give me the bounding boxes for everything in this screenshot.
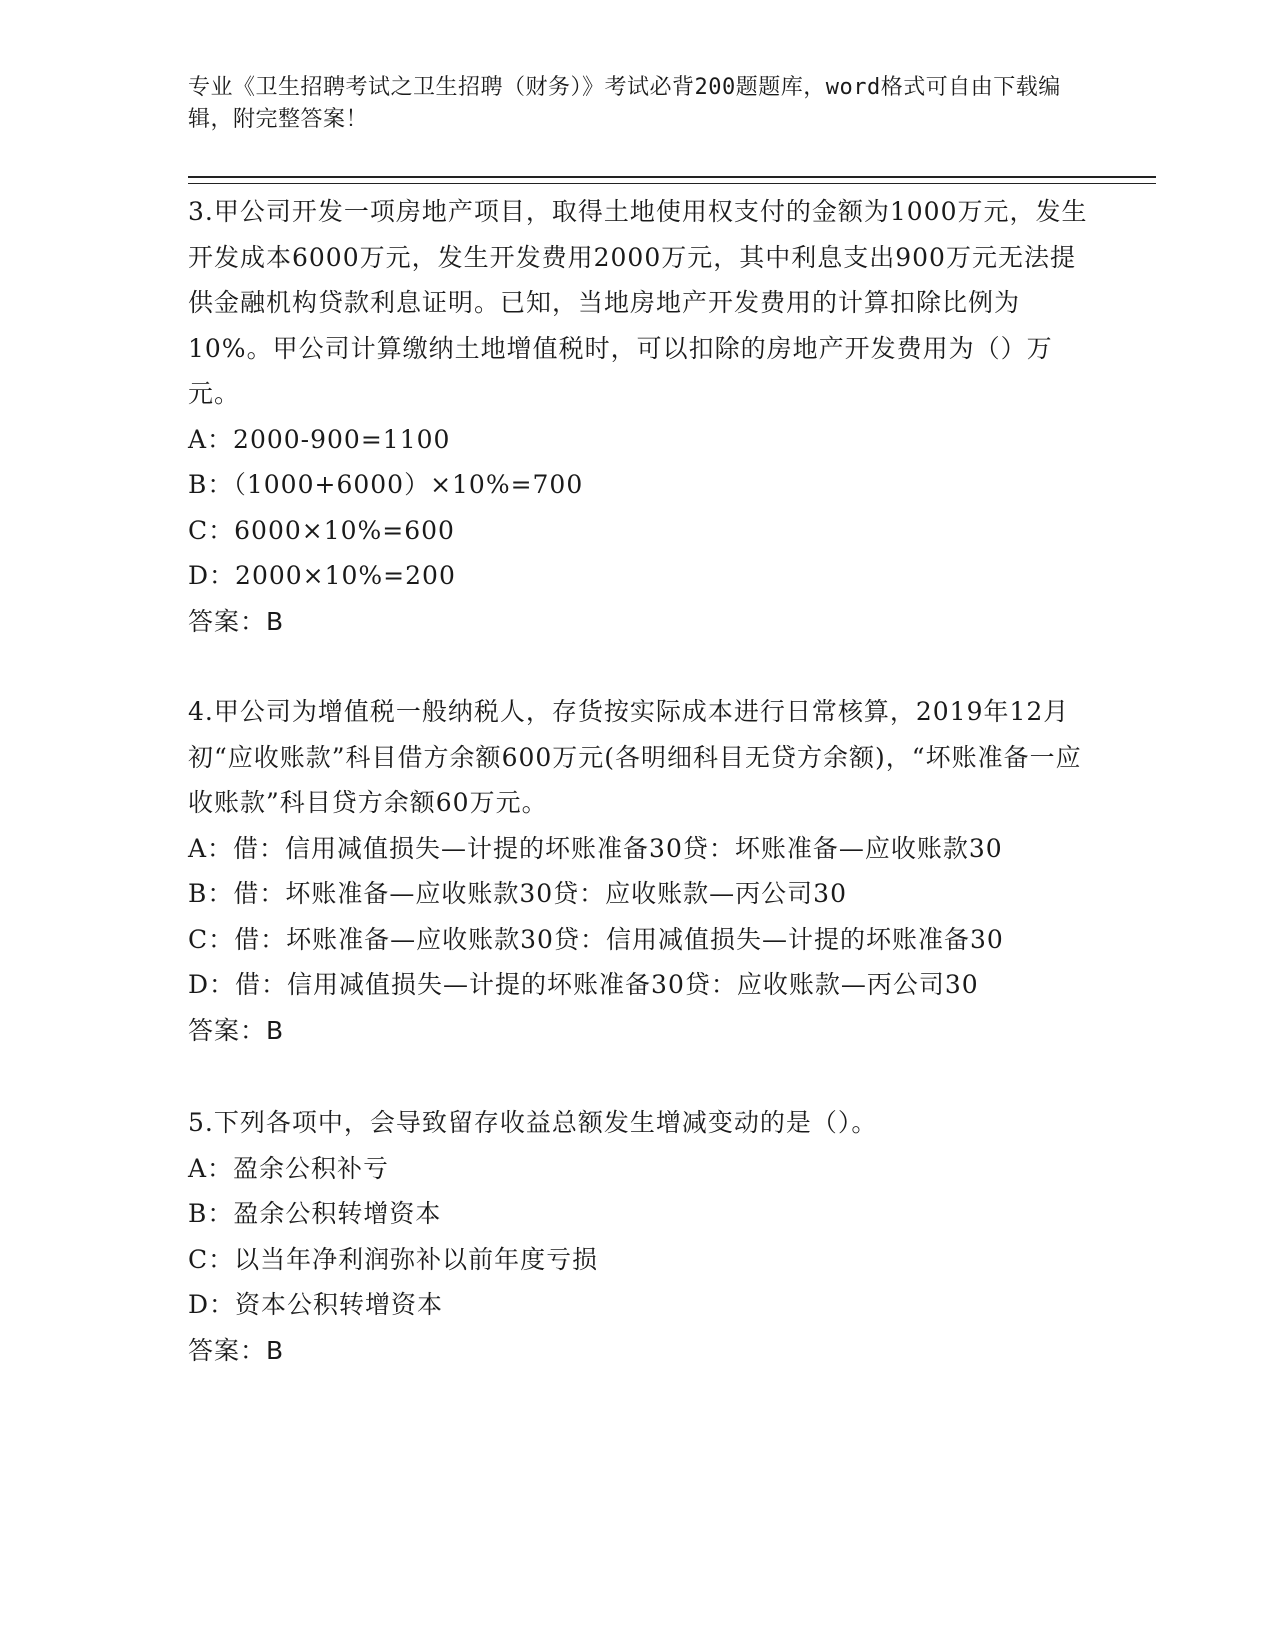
- question-gap: [188, 644, 1088, 689]
- option-a: A：盈余公积补亏: [188, 1153, 390, 1183]
- option-d: D：2000×10%=200: [188, 561, 456, 590]
- answer: 答案：B: [188, 606, 285, 636]
- option-d: D：借：信用减值损失—计提的坏账准备30贷：应收账款—丙公司30: [188, 970, 979, 999]
- answer: 答案：B: [188, 1335, 285, 1365]
- answer: 答案：B: [188, 1015, 285, 1045]
- option-c: C：6000×10%=600: [188, 515, 455, 545]
- question-stem: 5.下列各项中，会导致留存收益总额发生增减变动的是（）。: [188, 1108, 878, 1137]
- question-4: [188, 689, 1088, 1053]
- header-divider-thick: [188, 176, 1156, 178]
- question-5: [188, 1100, 1088, 1373]
- question-gap: [188, 1053, 1088, 1100]
- question-stem: 4.甲公司为增值税一般纳税人，存货按实际成本进行日常核算，2019年12月初“应收账款”科目借方余额600万元(各明细科目无贷方余额)，“坏账准备一应收账款”科目贷方余额60万元。: [188, 697, 1082, 817]
- header-divider-thin: [188, 183, 1156, 184]
- option-c: C：以当年净利润弥补以前年度亏损: [188, 1244, 599, 1274]
- option-a: A：借：信用减值损失—计提的坏账准备30贷：坏账准备—应收账款30: [188, 833, 1003, 863]
- option-b: B：（1000+6000）×10%=700: [188, 470, 584, 499]
- document-intro: 专业《卫生招聘考试之卫生招聘（财务）》考试必背200题题库，word格式可自由下载编辑，附完整答案！: [188, 75, 1061, 132]
- question-3: [188, 189, 1088, 644]
- question-list: [188, 189, 1088, 1373]
- option-c: C：借：坏账准备—应收账款30贷：信用减值损失—计提的坏账准备30: [188, 924, 1004, 954]
- option-a: A：2000-900=1100: [188, 424, 451, 454]
- option-d: D：资本公积转增资本: [188, 1290, 444, 1319]
- option-b: B：盈余公积转增资本: [188, 1199, 442, 1228]
- option-b: B：借：坏账准备—应收账款30贷：应收账款—丙公司30: [188, 879, 847, 908]
- question-stem: 3.甲公司开发一项房地产项目，取得土地使用权支付的金额为1000万元，发生开发成本6000万元，发生开发费用2000万元，其中利息支出900万元无法提供金融机构贷款利息证明。已知，当地房地产开发费用的计算扣除比例为10%。甲公司计算缴纳土地增值税时，可以扣除的房地产开发费用为（）万元。: [188, 197, 1088, 408]
